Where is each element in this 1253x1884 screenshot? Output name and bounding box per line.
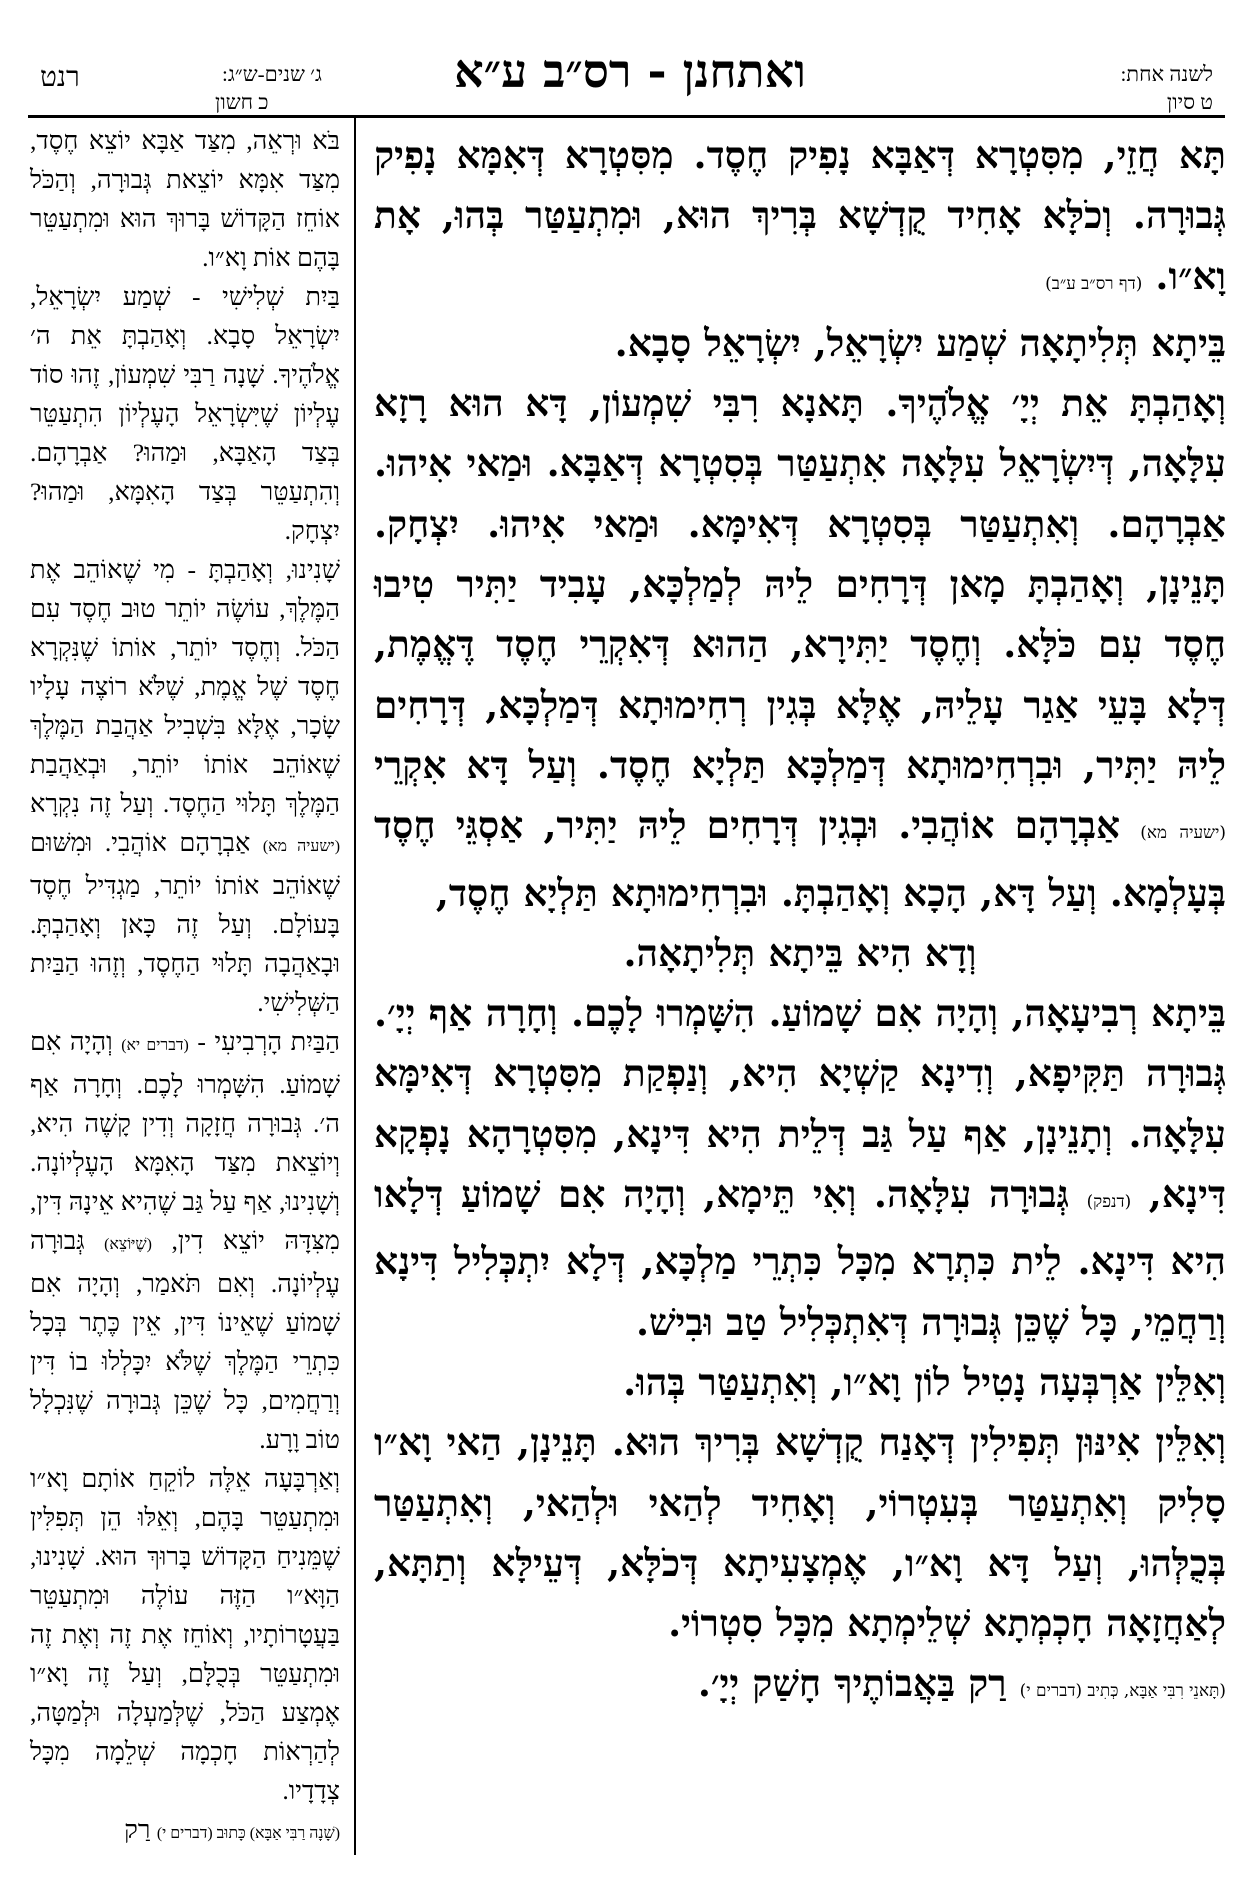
verse-reference: (ישעיה מא) bbox=[262, 838, 340, 855]
translation-paragraph bbox=[30, 277, 340, 550]
column-divider bbox=[354, 115, 356, 1855]
main-text: וְאִלֵּין אִינּוּן תְּפִילִין דְּאָנַח קֻדְשָׁא בְּרִיךְ הוּא. תָּנֵינָן, הַאי וָא״ו סָלִיק וְאִתְעַטַּר בְּעִטְרוֹי, וְאָחִיד לְהַאי וּלְהַאי, וְאִתְעַטַּר בְּכֻלְּהוּ, וְעַל דָּא וָא״ו, אֶמְצָעִיתָא דְּכֹלָּא, דְּעֵילָּא וְתַתָּא, לְאַחֲזָאָה חָכְמְתָא שְׁלֵימְתָא מִכָּל סִטְרוֹי. bbox=[374, 1420, 1226, 1646]
main-text: בֵּיתָא רְבִיעָאָה, וְהָיָה אִם שָׁמוֹעַ. הִשָּׁמְרוּ לָכֶם. וְחָרָה אַף יְיָ׳. גְּבוּרָה תַּקִּיפָא, וְדִינָא קַשְׁיָא הִיא, וְנַפְקַת מִסִּטְרָא דְּאִימָּא עִלָּאָה. וְתָנֵינָן, אַף עַל גַּב דְּלֵית הִיא דִּינָא, מִסִּטְרָהָא נָפְקָא דִּינָא, bbox=[374, 991, 1226, 1217]
translation-paragraph bbox=[30, 550, 340, 1022]
main-text: רַק בַּאֲבוֹתֶיךָ חָשַׁק יְיָ׳. bbox=[697, 1661, 1007, 1706]
main-paragraph bbox=[374, 1352, 1226, 1412]
main-text-column bbox=[374, 125, 1226, 1721]
translation-text: גְּבוּרָה עֶלְיוֹנָה. וְאִם תֹּאמַר, וְהָיָה אִם שָׁמוֹעַ שֶׁאֵינוֹ דִּין, אֵין כֶּתֶר בְּכָל כִּתְרֵי הַמֶּלֶךְ שֶׁלֹּא יִכָּלְלוּ בוֹ דִּין וְרַחֲמִים, כָּל שֶׁכֵּן גְּבוּרָה שֶׁנִּכְלָל טוֹב וָרָע. bbox=[30, 1226, 340, 1454]
variant-reading: (דנפק) bbox=[1086, 1191, 1132, 1212]
main-text: וְדָא הִיא בֵּיתָא תְּלִיתָאָה. bbox=[623, 930, 977, 975]
translation-text: וְהָיָה אִם שָׁמוֹעַ. הִשָּׁמְרוּ לָכֶם. וְחָרָה אַף ה׳. גְּבוּרָה חֲזָקָה וְדִין קָשֶׁה הִיא, וְיוֹצֵאת מִצַּד הָאִמָּא הָעֶלְיוֹנָה. וְשָׁנִינוּ, אַף עַל גַּב שֶׁהִיא אֵינָהּ דִּין, מִצִּדָּהּ יוֹצֵא דִין, bbox=[30, 1027, 340, 1255]
translation-text: אַבְרָהָם אוֹהֲבִי. וּמִשּׁוּם שֶׁאוֹהֵב אוֹתוֹ יוֹתֵר, מַגְדִּיל חֶסֶד בָּעוֹלָם. וְעַל זֶה כָּאן וְאָהַבְתָּ. וּבָאַהֲבָה תָּלוּי הַחֶסֶד, וְזֶהוּ הַבַּיִת הַשְּׁלִישִׁי. bbox=[30, 828, 340, 1017]
main-paragraph bbox=[374, 373, 1226, 923]
main-paragraph-centered bbox=[374, 923, 1226, 983]
main-paragraph bbox=[374, 313, 1226, 373]
translation-text: וְאַרְבָּעָה אֵלֶּה לוֹקֵחַ אוֹתָם וָא״ו וּמִתְעַטֵּר בָּהֶם, וְאֵלּוּ הֵן תְּפִלִּין שֶׁמֵּנִיחַ הַקָּדוֹשׁ בָּרוּךְ הוּא. שָׁנִינוּ, הַוָּא״ו הַזֶּה עוֹלֶה וּמִתְעַטֵּר בַּעֲטָרוֹתָיו, וְאוֹחֵז אֶת זֶה וְאֶת זֶה וּמִתְעַטֵּר בְּכֻלָּם, וְעַל זֶה וָא״ו אֶמְצַע הַכֹּל, שֶׁלְּמַעְלָה וּלְמַטָּה, לְהַרְאוֹת חָכְמָה שְׁלֵמָה מִכָּל צְדָדָיו. bbox=[30, 1464, 340, 1805]
variant-reading: (שֶׁיּוֹצֵא) bbox=[104, 1236, 152, 1253]
translation-paragraph bbox=[30, 1459, 340, 1810]
translation-paragraph bbox=[30, 1810, 340, 1853]
main-paragraph bbox=[374, 125, 1226, 313]
main-text: גְּבוּרָה עִלָּאָה. וְאִי תֵּימָא, וְהָיָה אִם שָׁמוֹעַ דְּלָאו הִיא דִּינָא. לֵית כִּתְרָא מִכָּל כִּתְרֵי מַלְכָּא, דְּלָא יִתְכְּלִיל דִּינָא וְרַחֲמֵי, כָּל שֶׁכֵּן גְּבוּרָה דְּאִתְכְּלִיל טַב וּבִישׁ. bbox=[374, 1172, 1226, 1344]
translation-text: בֹּא וּרְאֵה, מִצַּד אַבָּא יוֹצֵא חֶסֶד, מִצַּד אִמָּא יוֹצֵאת גְּבוּרָה, וְהַכֹּל אוֹחֵז הַקָּדוֹשׁ בָּרוּךְ הוּא וּמִתְעַטֵּר בָּהֶם אוֹת וָא״ו. bbox=[30, 126, 340, 272]
main-text: אַבְרָהָם אוֹהֲבִי. וּבְגִין דְּרָחִים לֵיהּ יַתִּיר, אַסְגֵּי חֶסֶד בְּעָלְמָא. וְעַל דָּא, הָכָא וְאָהַבְתָּ. וּבִרְחִימוּתָא תַּלְיָא חֶסֶד, bbox=[374, 803, 1226, 915]
translation-column bbox=[30, 121, 340, 1853]
main-text: וְאִלֵּין אַרְבְּעָה נָטִיל לוֹן וָא״ו, וְאִתְעַטַּר בְּהוּ. bbox=[623, 1359, 1226, 1404]
left-schedule-label: ג׳ שנים-ש״ג: bbox=[222, 62, 322, 86]
main-text: וְאָהַבְתָּ אֵת יְיָ׳ אֱלֹהֶיךָ. תָּאנָא רִבִּי שִׁמְעוֹן, דָּא הוּא רָזָא עִלָּאָה, דְּיִשְׂרָאֵל עִלָּאָה אִתְעַטַּר בְּסִטְרָא דְּאַבָּא. וּמַאי אִיהוּ. אַבְרָהָם. וְאִתְעַטַּר בְּסִטְרָא דְּאִימָּא. וּמַאי אִיהוּ. יִצְחָק. תָּנֵינָן, וְאָהַבְתָּ מָאן דְּרָחִים לֵיהּ לְמַלְכָּא, עָבִיד יַתִּיר טִיבוּ חֶסֶד עִם כֹּלָּא. וְחֶסֶד יַתִּירָא, הַהוּא דְּאִקְרֵי חֶסֶד דֶּאֱמֶת, דְּלָא בָּעֵי אַגַר עָלֵיהּ, אֶלָּא בְּגִין רְחִימוּתָא דְּמַלְכָּא, דְּרָחִים לֵיהּ יַתִּיר, וּבִרְחִימוּתָא דְּמַלְכָּא תַּלְיָא חֶסֶד. וְעַל דָּא אִקְרֵי bbox=[374, 381, 1226, 787]
main-paragraph bbox=[374, 1653, 1226, 1720]
translation-text: בַּיִת שְׁלִישִׁי - שְׁמַע יִשְׂרָאֵל, יִשְׂרָאֵל סָבָא. וְאָהַבְתָּ אֵת ה׳ אֱלֹהֶיךָ. שָׁנָה רַבִּי שִׁמְעוֹן, זֶהוּ סוֹד עֶלְיוֹן שֶׁיִּשְׂרָאֵל הָעֶלְיוֹן הִתְעַטֵּר בְּצַד הָאַבָּא, וּמַהוּ? אַבְרָהָם. וְהִתְעַטֵּר בְּצַד הָאִמָּא, וּמַהוּ? יִצְחָק. bbox=[30, 282, 340, 545]
verse-reference: (תָּאנֵי רִבִּי אַבָּא, כְּתִיב (דברים י) bbox=[1019, 1680, 1226, 1701]
verse-reference: (שָׁנָה רַבִּי אַבָּא) כָּתוּב (דברים י) bbox=[156, 1825, 340, 1842]
page-reference: (דף רס״ב ע״ב) bbox=[1045, 272, 1143, 293]
translation-paragraph bbox=[30, 1022, 340, 1459]
main-paragraph bbox=[374, 1412, 1226, 1653]
left-schedule-date: כ חשון bbox=[215, 90, 269, 114]
translation-text: הַבַּיִת הָרְבִיעִי - bbox=[197, 1027, 341, 1056]
verse-reference: (ישעיה מא) bbox=[1140, 822, 1226, 843]
main-paragraph bbox=[374, 983, 1226, 1352]
verse-reference: (דברים יא) bbox=[121, 1037, 189, 1054]
main-text: בֵּיתָא תְּלִיתָאָה שְׁמַע יִשְׂרָאֵל, יִשְׂרָאֵל סָבָא. bbox=[614, 320, 1226, 365]
page-number: רנט bbox=[40, 62, 80, 93]
header-rule bbox=[28, 115, 1225, 118]
page-title: ואתחנן - רס״ב ע״א bbox=[454, 44, 806, 98]
main-text: תָּא חֲזֵי, מִסִּטְרָא דְּאַבָּא נָפִיק חֶסֶד. מִסִּטְרָא דְּאִמָּא נָפִיק גְּבוּרָה. וְכֹלָּא אָחִיד קֻדְשָׁא בְּרִיךְ הוּא, וּמִתְעַטַּר בְּהוּ, אָת וָא״ו. bbox=[374, 133, 1226, 298]
translation-text: רַק bbox=[124, 1815, 151, 1844]
translation-text: שָׁנִינוּ, וְאָהַבְתָּ - מִי שֶׁאוֹהֵב אֶת הַמֶּלֶךְ, עוֹשֶׂה יוֹתֵר טוּב חֶסֶד עִם הַכֹּל. וְחֶסֶד יוֹתֵר, אוֹתוֹ שֶׁנִּקְרָא חֶסֶד שֶׁל אֱמֶת, שֶׁלֹּא רוֹצֶה עָלָיו שָׂכָר, אֶלָּא בִּשְׁבִיל אַהֲבַת הַמֶּלֶךְ שֶׁאוֹהֵב אוֹתוֹ יוֹתֵר, וּבְאַהֲבַת הַמֶּלֶךְ תָּלוּי הַחֶסֶד. וְעַל זֶה נִקְרָא bbox=[30, 555, 340, 818]
right-schedule-label: לשנה אחת: bbox=[1120, 62, 1213, 86]
translation-paragraph bbox=[30, 121, 340, 277]
right-schedule-date: ט סיון bbox=[1166, 90, 1213, 114]
